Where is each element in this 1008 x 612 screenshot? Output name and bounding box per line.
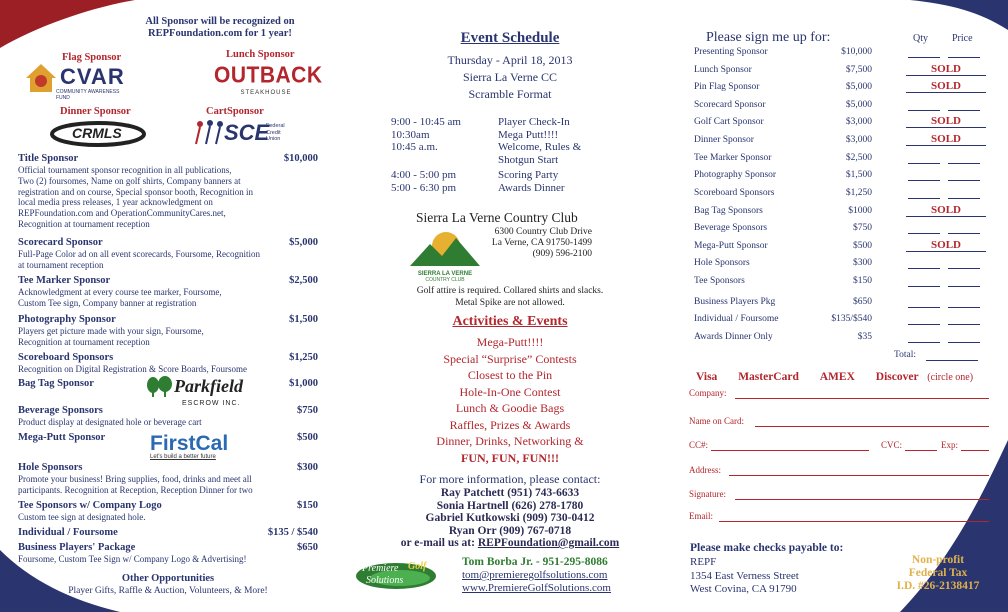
sponsor-scorecard	[18, 237, 318, 248]
nonprofit-line-1: Non-profit	[911, 554, 965, 566]
signup-row	[694, 135, 994, 149]
signup-item-label: Pin Flag Sponsor	[694, 82, 760, 92]
signup-item-label: Mega-Putt Sponsor	[694, 241, 768, 251]
activity-item: Hole-In-One Contest	[459, 384, 561, 399]
signup-row	[694, 297, 994, 311]
signup-item-price: $5,000	[845, 82, 872, 92]
firstcal-logo-text: FirstCal	[150, 432, 229, 455]
price-field[interactable]	[948, 268, 980, 269]
signup-item-label: Scorecard Sponsor	[694, 100, 766, 110]
sponsor-name: Tee Sponsors w/ Company Logo	[18, 500, 162, 511]
event-details	[350, 52, 670, 103]
premiere-golf-logo	[354, 560, 438, 592]
signup-item-price: $300	[853, 258, 872, 268]
activity-item: Closest to the Pin	[467, 368, 553, 382]
price-field[interactable]	[948, 342, 980, 343]
sponsor-tee-marker	[18, 275, 318, 286]
sponsor-price: $1,500	[289, 314, 318, 325]
sponsor-header	[100, 16, 340, 40]
mountain-sun-icon	[410, 226, 480, 266]
desc-line: Two (2) foursomes, Name on golf shirts, Company banners at	[18, 175, 241, 186]
pgs-logo-text-2: Golf	[408, 561, 427, 572]
signup-row	[694, 47, 994, 61]
card-types	[696, 371, 973, 383]
activities-list	[350, 334, 670, 466]
address-field[interactable]	[689, 465, 989, 475]
desc-line: at tournament reception	[18, 259, 104, 270]
sponsor-hole	[18, 462, 318, 473]
company-field[interactable]	[689, 388, 989, 398]
firstcal-logo-subtext: Let's build a better future	[150, 454, 216, 460]
activity-item: Mega-Putt!!!!	[476, 335, 544, 349]
pgs-logo-text-1: Premiere	[362, 563, 399, 574]
payee-address	[690, 556, 799, 597]
sponsor-price: $500	[297, 432, 318, 443]
qty-field[interactable]	[908, 268, 940, 269]
cc-label: CC#:	[689, 440, 709, 450]
price-field[interactable]	[948, 324, 980, 325]
signup-item-price: $1,500	[845, 170, 872, 180]
signup-item-label: Lunch Sponsor	[694, 65, 752, 75]
qty-field[interactable]	[908, 324, 940, 325]
signup-item-label: Dinner Sponsor	[694, 135, 754, 145]
sponsor-title-desc	[18, 165, 318, 230]
cart-sponsor-label: CartSponsor	[206, 106, 264, 117]
signup-row	[694, 332, 994, 346]
name-on-card-label: Name on Card:	[689, 416, 744, 426]
payee-city: West Covina, CA 91790	[690, 583, 797, 595]
sponsor-name: Scoreboard Sponsors	[18, 352, 114, 363]
signup-row	[694, 82, 994, 96]
payee-street: 1354 East Verness Street	[690, 569, 799, 582]
desc-line: Foursome, Custom Tee Sign w/ Company Logo & Advertising!	[18, 554, 247, 564]
desc-line: local media press releases, 1 year acknowledgment on	[18, 197, 213, 208]
sponsor-price: $150	[297, 500, 318, 511]
signature-field[interactable]	[689, 489, 989, 499]
signup-item-price: $2,500	[845, 153, 872, 163]
desc-line: Recognition at tournament reception	[18, 336, 150, 347]
desc-line: Acknowledgment at every course tee marker, Foursome,	[18, 287, 222, 297]
signup-item-price: $1,250	[845, 188, 872, 198]
contact-item: Sonia Hartnell (626) 278-1780	[436, 499, 584, 512]
desc-line: Recognition at tournament reception	[18, 218, 150, 229]
sponsor-scoreboard-desc	[18, 364, 318, 375]
schedule-event: Shotgun Start	[498, 153, 559, 166]
club-logo-text-2: COUNTRY CLUB	[425, 277, 465, 283]
schedule-time: 4:00 - 5:00 pm	[391, 169, 457, 181]
sierra-la-verne-logo	[410, 226, 480, 283]
flag-sponsor-label: Flag Sponsor	[62, 52, 122, 63]
sponsor-tee-marker-desc	[18, 287, 318, 309]
sponsor-name: Tee Marker Sponsor	[18, 275, 111, 286]
cvc-label: CVC:	[881, 440, 903, 450]
signup-item-label: Tee Sponsors	[694, 276, 745, 286]
sold-badge: SOLD	[906, 239, 986, 252]
sponsor-name: Scorecard Sponsor	[18, 237, 103, 248]
desc-line: registration and on course, Special sponsor booth, Recognition in	[18, 186, 253, 197]
desc-line: Recognition on Digital Registration & Score Boards, Foursome	[18, 364, 247, 374]
cvar-house-icon	[24, 62, 58, 94]
sponsor-tee-desc	[18, 512, 318, 523]
card-visa[interactable]: Visa	[696, 371, 718, 383]
parkfield-logo-text: Parkfield	[174, 376, 243, 396]
sponsor-name: Beverage Sponsors	[18, 405, 103, 416]
sold-badge: SOLD	[906, 63, 986, 76]
signup-item-price: $500	[853, 241, 872, 251]
exp-label: Exp:	[941, 440, 958, 450]
price-field[interactable]	[948, 198, 980, 199]
signup-item-price: $135/$540	[831, 314, 872, 324]
outback-logo	[214, 62, 323, 100]
parkfield-trees-icon	[146, 376, 176, 398]
pgs-email-link[interactable]: tom@premieregolfsolutions.com	[462, 569, 608, 581]
sponsor-name: Hole Sponsors	[18, 462, 83, 473]
club-logo-text-1: SIERRA LA VERNE	[417, 271, 473, 277]
signup-item-label: Beverage Sponsors	[694, 223, 768, 233]
schedule-time: 10:30am	[391, 128, 430, 141]
circle-one-note: (circle one)	[927, 372, 974, 383]
qty-field[interactable]	[908, 180, 940, 181]
signup-row	[694, 314, 994, 328]
event-venue: Sierra La Verne CC	[462, 70, 558, 84]
signup-item-price: $3,000	[845, 117, 872, 127]
signup-row	[694, 170, 994, 184]
qty-field[interactable]	[908, 233, 940, 234]
sponsor-business-players	[18, 542, 318, 553]
club-name: Sierra La Verne Country Club	[416, 210, 578, 225]
qty-field[interactable]	[908, 163, 940, 164]
cvar-logo-subtext: COMMUNITY AWARENESS FUND	[56, 89, 120, 101]
desc-line: participants. Recognition at Reception, Reception Dinner for two	[18, 484, 253, 495]
sold-badge: SOLD	[906, 204, 986, 217]
header-line-1: All Sponsor will be recognized on	[145, 16, 295, 27]
desc-line: REPFoundation.com and OperationCommunityCares.net,	[18, 208, 226, 219]
email-prefix: or e-mail us at:	[400, 537, 478, 549]
schedule-time	[391, 154, 461, 167]
event-schedule-title: Event Schedule	[460, 30, 560, 46]
sponsor-name: Individual / Foursome	[18, 527, 118, 538]
event-format: Scramble Format	[468, 87, 552, 101]
desc-line: Custom Tee sign, Company banner at registration	[18, 297, 197, 308]
qty-field[interactable]	[908, 342, 940, 343]
header-line-2: REPFoundation.com for 1 year!	[148, 28, 292, 39]
qty-field[interactable]	[908, 198, 940, 199]
total-field[interactable]	[926, 360, 978, 361]
sponsor-business-players-desc	[18, 554, 318, 565]
crmls-logo	[50, 120, 146, 148]
sponsor-scorecard-desc	[18, 249, 318, 271]
signup-item-label: Photography Sponsor	[694, 170, 777, 180]
signup-row	[694, 65, 994, 79]
club-address	[478, 227, 592, 260]
dinner-sponsor-label: Dinner Sponsor	[60, 106, 131, 117]
sponsor-price: $2,500	[289, 275, 318, 286]
signup-item-price: $7,500	[845, 65, 872, 75]
qty-field[interactable]	[908, 57, 940, 58]
sponsor-title	[18, 153, 318, 164]
signup-row	[694, 276, 994, 290]
pgs-contact-name: Tom Borba Jr. - 951-295-8086	[462, 556, 608, 568]
price-field[interactable]	[948, 307, 980, 308]
signup-item-label: Business Players Pkg	[694, 297, 776, 307]
club-address-line-2: La Verne, CA 91750-1499	[491, 238, 592, 248]
sponsor-name: Business Players' Package	[18, 542, 136, 553]
cc-field[interactable]	[689, 440, 989, 450]
sce-figures-icon	[192, 118, 226, 148]
other-opportunities-text: Player Gifts, Raffle & Auction, Volunteers, & More!	[68, 586, 268, 596]
signup-item-label: Presenting Sponsor	[694, 47, 768, 57]
sce-logo-text: SCE	[224, 120, 270, 145]
attire-note	[350, 286, 670, 309]
schedule-event: Scoring Party	[498, 169, 559, 181]
company-label: Company:	[689, 388, 727, 398]
sponsor-price: $10,000	[283, 153, 318, 164]
address-label: Address:	[689, 465, 721, 475]
card-amex[interactable]: AMEX	[819, 371, 855, 383]
crmls-logo-text: CRMLS	[72, 125, 122, 141]
contact-item: Ryan Orr (909) 767-0718	[448, 524, 572, 537]
desc-line: Custom tee sign at designated hole.	[18, 512, 146, 522]
card-discover[interactable]: Discover	[875, 371, 919, 383]
sponsor-name: Photography Sponsor	[18, 314, 116, 325]
contact-email-link[interactable]: REPFoundation@gmail.com	[477, 537, 620, 549]
desc-line: Full-Page Color ad on all event scorecards, Foursome, Recognition	[18, 249, 260, 259]
name-on-card-field[interactable]	[689, 416, 989, 426]
signup-item-price: $10,000	[841, 47, 872, 57]
contact-item: Gabriel Kutkowski (909) 730-0412	[425, 512, 595, 524]
lunch-sponsor-label: Lunch Sponsor	[226, 49, 295, 60]
club-address-line-1: 6300 Country Club Drive	[494, 227, 592, 237]
total-label: Total:	[894, 350, 917, 360]
sce-logo	[192, 118, 292, 150]
top-right-swoosh	[870, 0, 1008, 40]
parkfield-logo-subtext: ESCROW INC.	[182, 400, 241, 407]
sponsor-name: Title Sponsor	[18, 153, 79, 164]
activities-title: Activities & Events	[452, 314, 568, 329]
nonprofit-info	[878, 554, 998, 593]
qty-field[interactable]	[908, 307, 940, 308]
qty-field[interactable]	[908, 286, 940, 287]
price-field[interactable]	[948, 286, 980, 287]
payee-name: REPF	[690, 556, 717, 568]
sponsor-price: $650	[297, 542, 318, 553]
sponsor-hole-desc	[18, 474, 318, 496]
activity-item: Special “Surprise” Contests	[443, 351, 577, 366]
desc-line: Official tournament sponsor recognition in all publications,	[18, 165, 232, 175]
signup-item-label: Golf Cart Sponsor	[694, 117, 764, 127]
pgs-logo-text-3: Solutions	[366, 575, 404, 586]
sponsor-photography-desc	[18, 326, 318, 348]
signup-row	[694, 241, 994, 255]
sponsor-price: $1,000	[289, 378, 318, 389]
activity-fun: FUN, FUN, FUN!!!	[461, 450, 559, 465]
signup-item-label: Awards Dinner Only	[694, 332, 773, 342]
nonprofit-line-2: Federal Tax	[908, 567, 968, 579]
sce-sub-3: Union	[266, 136, 281, 142]
signup-row	[694, 100, 994, 114]
sce-sub-2: Credit	[266, 129, 281, 136]
sponsor-price: $135 / $540	[267, 527, 318, 538]
qty-header: Qty	[913, 33, 928, 44]
signup-row	[694, 206, 994, 220]
price-field[interactable]	[948, 110, 980, 111]
price-field[interactable]	[948, 180, 980, 181]
price-header: Price	[952, 33, 973, 44]
contact-list	[350, 487, 670, 550]
signup-row	[694, 188, 994, 202]
email-field[interactable]	[689, 511, 989, 521]
schedule-events	[498, 116, 581, 194]
sold-badge: SOLD	[906, 133, 986, 146]
cvar-logo	[24, 62, 134, 101]
event-date: Thursday - April 18, 2013	[447, 53, 573, 67]
attire-line-1: Golf attire is required. Collared shirts and slacks.	[416, 286, 604, 296]
desc-line: Product display at designated hole or beverage cart	[18, 417, 202, 427]
signup-item-price: $750	[853, 223, 872, 233]
price-field[interactable]	[948, 57, 980, 58]
info-title: For more information, please contact:	[419, 472, 601, 486]
desc-line: Promote your business! Bring supplies, food, drinks and meet all	[18, 474, 252, 484]
schedule-event: Welcome, Rules &	[498, 141, 582, 153]
signup-item-label: Individual / Foursome	[694, 314, 779, 324]
signup-row	[694, 223, 994, 237]
signup-item-price: $5,000	[845, 100, 872, 110]
firstcal-logo	[150, 432, 240, 464]
sponsor-tee	[18, 500, 318, 511]
schedule-time: 5:00 - 6:30 pm	[391, 181, 457, 194]
card-mastercard[interactable]: MasterCard	[738, 371, 799, 383]
signature-label: Signature:	[689, 489, 726, 499]
sponsor-scoreboard	[18, 352, 318, 363]
sponsor-name: Mega-Putt Sponsor	[18, 432, 106, 443]
signup-item-price: $150	[853, 276, 872, 286]
schedule-time: 9:00 - 10:45 am	[391, 116, 461, 128]
signup-item-label: Bag Tag Sponsors	[694, 206, 763, 216]
email-label: Email:	[689, 511, 713, 521]
schedule-event: Mega Putt!!!!	[498, 128, 559, 141]
signup-item-price: $3,000	[845, 135, 872, 145]
sponsor-beverage	[18, 405, 318, 416]
sponsor-name: Bag Tag Sponsor	[18, 378, 94, 389]
sponsor-individual	[18, 527, 318, 538]
outback-logo-subtext: STEAKHOUSE	[240, 90, 292, 96]
nonprofit-tax-id: I.D. #26-2138417	[896, 580, 980, 592]
signup-item-label: Tee Marker Sponsor	[694, 153, 772, 163]
signup-item-price: $1000	[848, 206, 872, 216]
checks-title: Please make checks payable to:	[690, 542, 844, 554]
schedule-times	[391, 116, 461, 194]
contact-item: Ray Patchett (951) 743-6633	[440, 487, 580, 499]
attire-line-2: Metal Spike are not allowed.	[455, 297, 565, 308]
price-field[interactable]	[948, 233, 980, 234]
club-phone: (909) 596-2100	[532, 249, 592, 259]
sponsor-price: $5,000	[289, 237, 318, 248]
qty-field[interactable]	[908, 110, 940, 111]
schedule-event: Player Check-In	[498, 116, 570, 128]
outback-logo-text: OUTBACK	[214, 62, 323, 89]
cvar-logo-text: CVAR	[60, 64, 125, 89]
schedule-event: Awards Dinner	[498, 181, 565, 194]
other-opportunities-title: Other Opportunities	[121, 573, 215, 584]
sce-logo-subtext	[266, 123, 285, 143]
sponsor-beverage-desc	[18, 417, 318, 428]
signup-row	[694, 153, 994, 167]
signup-item-price: $35	[857, 332, 872, 342]
signup-title: Please sign me up for:	[706, 30, 831, 45]
activity-item: Lunch & Goodie Bags	[455, 401, 565, 415]
sce-sub-1: Federal	[266, 123, 285, 129]
desc-line: Players get picture made with your sign, Foursome,	[18, 326, 204, 336]
activity-item: Dinner, Drinks, Networking &	[436, 434, 584, 448]
signup-row	[694, 117, 994, 131]
schedule-time: 10:45 a.m.	[391, 141, 438, 153]
signup-item-label: Scoreboard Sponsors	[694, 188, 775, 198]
sponsor-price: $300	[297, 462, 318, 473]
signup-row	[694, 258, 994, 272]
sold-badge: SOLD	[906, 115, 986, 128]
sponsor-price: $750	[297, 405, 318, 416]
activity-item: Raffles, Prizes & Awards	[449, 417, 571, 432]
signup-item-label: Hole Sponsors	[694, 258, 750, 268]
pgs-website-link[interactable]: www.PremiereGolfSolutions.com	[462, 582, 611, 594]
price-field[interactable]	[948, 163, 980, 164]
sponsor-price: $1,250	[289, 352, 318, 363]
sold-badge: SOLD	[906, 80, 986, 93]
signup-item-price: $650	[853, 297, 872, 307]
sponsor-photography	[18, 314, 318, 325]
